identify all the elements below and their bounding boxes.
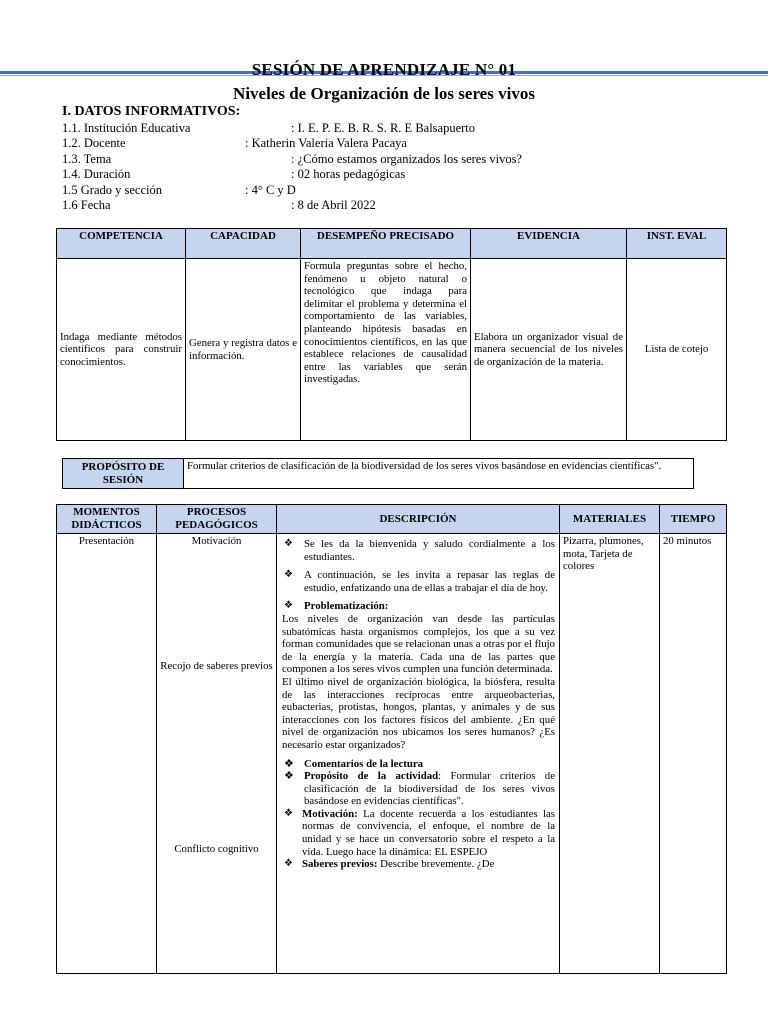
datos-value: : Katherin Valeria Valera Pacaya [245,136,407,150]
cell-procesos [157,534,277,974]
bullet-reglas: ❖ A continuación, se les invita a repasar las reglas de estudio, enfatizando una de ellas a trabajar el día de hoy. [284,569,555,594]
header-evidencia: EVIDENCIA [471,229,627,259]
cell-capacidad: Genera y registra datos e información. [186,259,301,441]
bullet-motivacion: ❖ Motivación: La docente recuerda a los estudiantes las normas de convivencia, el enfoque, el nombre de la unidad y se hace un conversatorio sobre el respeto a la vida. Luego hace la dinámica: EL ESPEJO [284,807,555,858]
proceso-recojo-saberes: Recojo de saberes previos [160,660,273,672]
competencias-table [56,228,727,441]
cell-tiempo: 20 minutos [660,534,727,974]
header-inst-eval: INST. EVAL [627,229,727,259]
header-desempeno: DESEMPEÑO PRECISADO [301,229,471,259]
cell-competencia: Indaga mediante métodos científicos para construir conocimientos. [57,259,186,441]
parrafo-biosfera: El último nivel de organización biológica, la biósfera, resulta de las interacciones recíprocas entre arqueobacterias, eubacterias, protistas, hongos, plantas, y animales y de sus interacciones con los factores físicos del ambiente. ¿En qué nivel de organización nos ubicamos los seres humanos? ¿Es necesario estar organizados? [282,675,555,751]
parrafo-niveles: Los niveles de organización van desde las partículas subatómicas hasta organismos complejos, los que a su vez forman comunidades que se relacionan unas a otras por el flujo de la energía y la materia. Cada una de las partes que componen a los seres vivos cumplen una función determinada. [282,612,555,676]
bullet-bienvenida: ❖ Se les da la bienvenida y saludo cordialmente a los estudiantes. [284,538,555,563]
bullet-saberes-previos: ❖ Saberes previos: Describe brevemente. ¿De [284,858,495,871]
momento-presentacion: Presentación [78,535,135,547]
header-capacidad: CAPACIDAD [186,229,301,259]
datos-row-fecha [62,198,376,213]
bullet-problematizacion: ❖ Problematización: [284,600,389,613]
datos-value: : 02 horas pedagógicas [291,167,406,181]
proceso-conflicto-cognitivo: Conflicto cognitivo [174,843,259,855]
datos-row-grado [62,183,296,198]
datos-value: : 4° C y D [245,183,296,197]
proposito-label: PROPÓSITO DE SESIÓN [63,459,184,489]
header-competencia: COMPETENCIA [57,229,186,259]
proposito-text: Formular criterios de clasificación de la biodiversidad de los seres vivos basándose en evidencias científicas". [184,459,694,489]
cell-desempeno: Formula preguntas sobre el hecho, fenómeno u objeto natural o tecnológico que indaga para delimitar el problema y determina el comportamiento de las variables, planteando hipótesis basadas en conocimientos científicos, en las que establece relaciones de causalidad entre las variables que serán investigadas. [301,259,471,441]
datos-label: 1.5 Grado y sección [62,183,162,197]
diamond-bullet-icon: ❖ [284,807,293,819]
cell-descripcion [277,534,560,974]
datos-row-docente [62,136,407,151]
datos-value: : I. E. P. E. B. R. S. R. E Balsapuerto [291,121,476,135]
sesion-table [56,504,727,974]
cell-momento [57,534,157,974]
document-subtitle: Niveles de Organización de los seres vivos [233,84,535,103]
diamond-bullet-icon: ❖ [284,858,293,870]
datos-label: 1.3. Tema [62,152,112,166]
header-descripcion: DESCRIPCIÓN [277,505,560,534]
cell-inst-eval: Lista de cotejo [627,259,727,441]
bullet-proposito: ❖ Propósito de la actividad: Formular criterios de clasificación de la biodiversidad de los seres vivos basándose en evidencias científicas". [284,770,555,808]
diamond-bullet-icon: ❖ [284,757,294,770]
diamond-bullet-icon: ❖ [284,538,293,549]
proceso-motivacion: Motivación [191,535,242,547]
datos-row-tema [62,152,522,167]
header-tiempo: TIEMPO [660,505,727,534]
header-materiales: MATERIALES [560,505,660,534]
proposito-table [62,458,694,489]
header-momentos: MOMENTOS DIDÁCTICOS [57,505,157,534]
datos-label: 1.4. Duración [62,167,131,181]
header-procesos: PROCESOS PEDAGÓGICOS [157,505,277,534]
datos-row-institucion [62,121,476,136]
diamond-bullet-icon: ❖ [284,569,293,581]
cell-materiales: Pizarra, plumones, mota, Tarjeta de colores [560,534,660,974]
document-title: SESIÓN DE APRENDIZAJE N° 01 [251,60,517,79]
datos-label: 1.1. Institución Educativa [62,121,191,135]
diamond-bullet-icon: ❖ [284,770,294,783]
datos-value: : ¿Cómo estamos organizados los seres vivos? [291,152,522,166]
cell-evidencia: Elabora un organizador visual de manera secuencial de los niveles de organización de la materia. [471,259,627,441]
datos-value: : 8 de Abril 2022 [291,198,376,212]
bullet-comentarios: ❖ Comentarios de la lectura [284,757,424,770]
datos-label: 1.2. Docente [62,136,126,150]
datos-heading: I. DATOS INFORMATIVOS: [62,104,241,119]
diamond-bullet-icon: ❖ [284,600,293,612]
datos-label: 1.6 Fecha [62,198,111,212]
datos-row-duracion [62,167,406,182]
